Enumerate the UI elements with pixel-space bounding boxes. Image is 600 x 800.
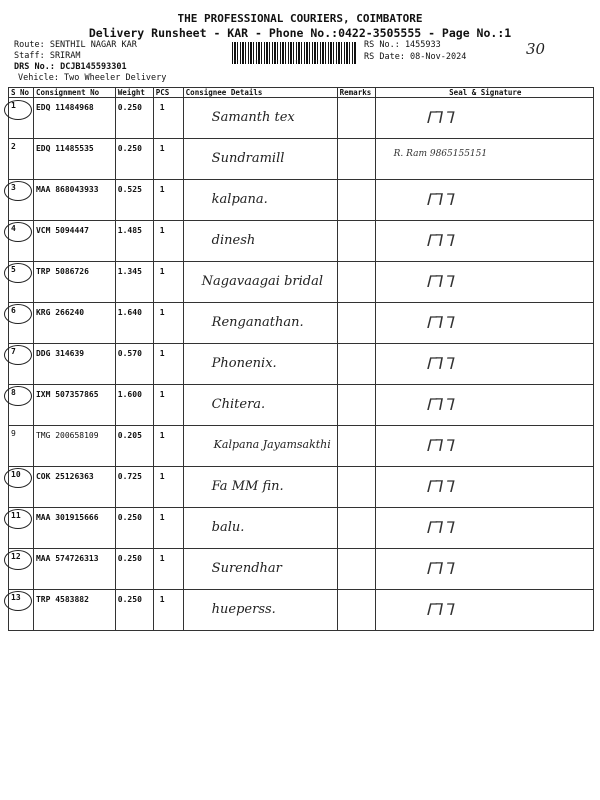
document-title: THE PROFESSIONAL COURIERS, COIMBATORE — [177, 12, 423, 25]
row-consignment: KRG 266240 — [35, 308, 85, 317]
row-sno: 7 — [11, 347, 16, 356]
row-weight: 0.250 — [117, 513, 142, 522]
row-consignment: EDQ 11484968 — [35, 103, 94, 112]
row-sno: 5 — [11, 265, 16, 274]
row-weight: 0.570 — [117, 349, 142, 358]
row-consignment: TRP 4583882 — [35, 595, 89, 604]
row-remarks — [337, 549, 375, 590]
document-subtitle: Delivery Runsheet - KAR - Phone No.:0422-3505555 - Page No.:1 — [88, 26, 512, 40]
row-pcs: 1 — [159, 349, 165, 358]
row-remarks — [337, 385, 375, 426]
row-pcs: 1 — [159, 308, 165, 317]
handwritten-circle — [4, 181, 32, 201]
row-sno: 12 — [11, 552, 21, 561]
row-pcs: 1 — [159, 226, 165, 235]
row-sno: 1 — [11, 101, 16, 110]
row-consignee: Sundramill — [211, 151, 285, 166]
row-weight: 0.250 — [117, 103, 142, 112]
row-consignee: dinesh — [211, 233, 256, 248]
row-pcs: 1 — [159, 431, 165, 440]
row-weight: 0.725 — [117, 472, 142, 481]
table-row — [9, 426, 594, 467]
row-weight: 0.205 — [117, 431, 142, 440]
row-consignee: Phonenix. — [211, 356, 277, 371]
header-sno: S No — [9, 88, 34, 98]
row-signature: ᒥ⅂ᒣ — [425, 108, 454, 127]
row-consignment: MAA 868043933 — [35, 185, 99, 194]
row-signature: ᒥ⅂ᒣ — [425, 231, 454, 250]
row-signature: ᒥ⅂ᒣ — [425, 190, 454, 209]
row-sno: 4 — [11, 224, 16, 233]
row-remarks — [337, 98, 375, 139]
row-consignment: VCM 5094447 — [35, 226, 89, 235]
row-signature: ᒥ⅂ᒣ — [425, 313, 454, 332]
row-sno: 2 — [11, 142, 16, 151]
row-consignment: COK 25126363 — [35, 472, 94, 481]
row-consignee: Samanth tex — [211, 110, 295, 125]
row-consignee: hueperss. — [211, 602, 276, 617]
row-remarks — [337, 303, 375, 344]
header-consignment: Consignment No — [33, 88, 115, 98]
route-text: Route: SENTHIL NAGAR KAR — [14, 40, 137, 50]
handwritten-circle — [4, 222, 32, 242]
table-row — [9, 590, 594, 631]
runsheet-table — [8, 87, 594, 631]
handwritten-circle — [4, 509, 32, 529]
row-consignment: MAA 574726313 — [35, 554, 99, 563]
row-consignment: IXM 507357865 — [35, 390, 99, 399]
table-row — [9, 139, 594, 180]
row-pcs: 1 — [159, 185, 165, 194]
handwritten-circle — [4, 468, 32, 488]
handwritten-circle — [4, 591, 32, 611]
table-header-row — [9, 88, 594, 98]
row-consignment: TMG 200658109 — [35, 431, 99, 440]
table-row — [9, 221, 594, 262]
row-weight: 0.250 — [117, 144, 142, 153]
row-pcs: 1 — [159, 472, 165, 481]
row-pcs: 1 — [159, 390, 165, 399]
row-remarks — [337, 426, 375, 467]
row-remarks — [337, 262, 375, 303]
row-sno: 8 — [11, 388, 16, 397]
header-pcs: PCS — [153, 88, 183, 98]
staff-text: Staff: SRIRAM — [14, 51, 81, 61]
table-row — [9, 303, 594, 344]
handwritten-circle — [4, 304, 32, 324]
row-consignee: Kalpana Jayamsakthi — [213, 438, 331, 451]
handwritten-circle — [4, 100, 32, 120]
row-signature: ᒥ⅂ᒣ — [425, 354, 454, 373]
row-consignment: TRP 5086726 — [35, 267, 89, 276]
row-signature: ᒥ⅂ᒣ — [425, 395, 454, 414]
row-pcs: 1 — [159, 103, 165, 112]
header-weight: Weight — [115, 88, 153, 98]
row-signature: ᒥ⅂ᒣ — [425, 600, 454, 619]
row-sno: 11 — [11, 511, 21, 520]
table-row — [9, 180, 594, 221]
row-sno: 6 — [11, 306, 16, 315]
table-row — [9, 262, 594, 303]
table-row — [9, 385, 594, 426]
row-remarks — [337, 180, 375, 221]
row-pcs: 1 — [159, 595, 165, 604]
table-row — [9, 98, 594, 139]
row-signature: ᒥ⅂ᒣ — [425, 518, 454, 537]
handwritten-circle — [4, 550, 32, 570]
row-remarks — [337, 139, 375, 180]
drs-number — [14, 62, 127, 72]
row-signature: R. Ram 9865155151 — [393, 149, 488, 159]
rs-date: RS Date: 08-Nov-2024 — [364, 52, 467, 62]
row-remarks — [337, 467, 375, 508]
drs-label: DRS No.: — [14, 62, 55, 72]
table-row — [9, 344, 594, 385]
vehicle-text: Vehicle: Two Wheeler Delivery — [18, 73, 167, 83]
row-consignee: balu. — [211, 520, 245, 535]
row-consignment: MAA 301915666 — [35, 513, 99, 522]
row-consignee: Chitera. — [211, 397, 266, 412]
header-signature: Seal & Signature — [375, 88, 593, 98]
barcode — [232, 42, 357, 64]
row-weight: 1.345 — [117, 267, 142, 276]
row-remarks — [337, 508, 375, 549]
handwritten-circle — [4, 386, 32, 406]
row-weight: 0.525 — [117, 185, 142, 194]
row-pcs: 1 — [159, 554, 165, 563]
row-consignment: EDQ 11485535 — [35, 144, 94, 153]
row-consignee: Surendhar — [211, 561, 282, 576]
header-consignee: Consignee Details — [183, 88, 337, 98]
row-pcs: 1 — [159, 513, 165, 522]
table-row — [9, 467, 594, 508]
header-remarks: Remarks — [337, 88, 375, 98]
row-weight: 1.600 — [117, 390, 142, 399]
row-consignment: DDG 314639 — [35, 349, 85, 358]
rs-number: RS No.: 1455933 — [364, 40, 441, 50]
row-signature: ᒥ⅂ᒣ — [425, 272, 454, 291]
row-signature: ᒥ⅂ᒣ — [425, 559, 454, 578]
table-row — [9, 549, 594, 590]
row-weight: 0.250 — [117, 554, 142, 563]
handwritten-circle — [4, 345, 32, 365]
row-pcs: 1 — [159, 267, 165, 276]
row-signature: ᒥ⅂ᒣ — [425, 477, 454, 496]
row-weight: 1.485 — [117, 226, 142, 235]
table-row — [9, 508, 594, 549]
row-sno: 13 — [11, 593, 21, 602]
row-sno: 9 — [11, 429, 16, 438]
drs-value: DCJB145593301 — [60, 62, 127, 72]
row-signature: ᒥ⅂ᒣ — [425, 436, 454, 455]
row-consignee: Renganathan. — [211, 315, 304, 330]
row-consignee: kalpana. — [211, 192, 268, 207]
row-sno: 3 — [11, 183, 16, 192]
row-consignee: Nagavaagai bridal — [201, 274, 324, 289]
row-pcs: 1 — [159, 144, 165, 153]
row-remarks — [337, 344, 375, 385]
row-remarks — [337, 221, 375, 262]
handwritten-count: 30 — [526, 40, 546, 58]
row-consignee: Fa MM fin. — [211, 479, 284, 494]
row-sno: 10 — [11, 470, 21, 479]
row-weight: 0.250 — [117, 595, 142, 604]
row-remarks — [337, 590, 375, 631]
handwritten-circle — [4, 263, 32, 283]
row-weight: 1.640 — [117, 308, 142, 317]
